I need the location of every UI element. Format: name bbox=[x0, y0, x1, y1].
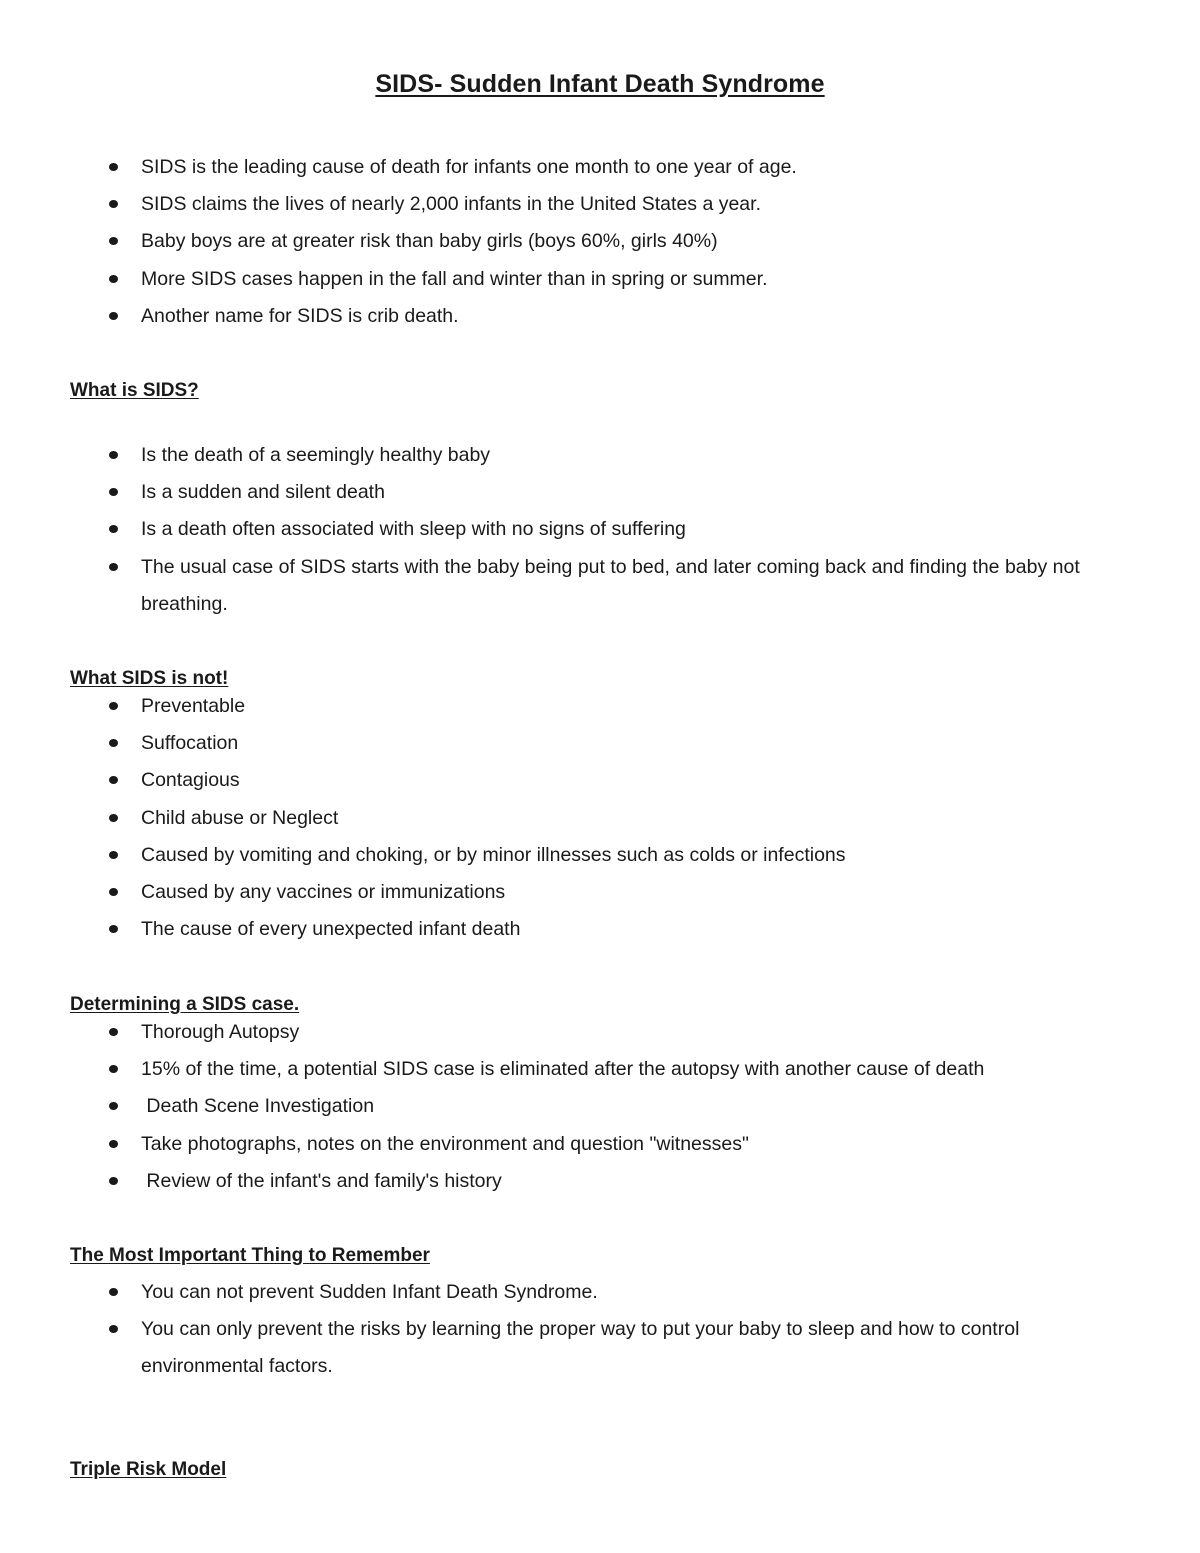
bullet-icon bbox=[109, 814, 118, 822]
list-item: Is the death of a seemingly healthy baby bbox=[0, 437, 1200, 474]
bullet-icon bbox=[109, 739, 118, 747]
list-item: Is a sudden and silent death bbox=[0, 474, 1200, 511]
list-item: You can not prevent Sudden Infant Death Syndrome. bbox=[0, 1274, 1200, 1311]
list-item: Take photographs, notes on the environment and question "witnesses" bbox=[0, 1126, 1200, 1163]
list-item: More SIDS cases happen in the fall and winter than in spring or summer. bbox=[0, 261, 1200, 298]
bullet-icon bbox=[109, 488, 118, 496]
bullet-icon bbox=[109, 1140, 118, 1148]
list-item: Suffocation bbox=[0, 725, 1200, 762]
bullet-icon bbox=[109, 702, 118, 710]
section-heading-what-is-not: What SIDS is not! bbox=[70, 668, 229, 689]
most-important-list bbox=[0, 1274, 1200, 1386]
bullet-icon bbox=[109, 888, 118, 896]
page-title: SIDS- Sudden Infant Death Syndrome bbox=[375, 70, 825, 98]
list-item: Baby boys are at greater risk than baby girls (boys 60%, girls 40%) bbox=[0, 223, 1200, 260]
list-item: Child abuse or Neglect bbox=[0, 800, 1200, 837]
section-heading-triple-risk: Triple Risk Model bbox=[70, 1459, 227, 1480]
section-heading-determining: Determining a SIDS case. bbox=[70, 994, 300, 1015]
list-item: Preventable bbox=[0, 688, 1200, 725]
bullet-icon bbox=[109, 451, 118, 459]
list-item: You can only prevent the risks by learning the proper way to put your baby to sleep and how to control environmental factors. bbox=[0, 1311, 1200, 1385]
list-item: The usual case of SIDS starts with the baby being put to bed, and later coming back and finding the baby not breathing. bbox=[0, 549, 1200, 623]
list-item: Another name for SIDS is crib death. bbox=[0, 298, 1200, 335]
list-item: 15% of the time, a potential SIDS case is eliminated after the autopsy with another cause of death bbox=[0, 1051, 1200, 1088]
bullet-icon bbox=[109, 237, 118, 245]
what-is-not-list bbox=[0, 688, 1200, 948]
list-item: Contagious bbox=[0, 762, 1200, 799]
section-heading-what-is: What is SIDS? bbox=[70, 380, 199, 401]
section-heading-most-important: The Most Important Thing to Remember bbox=[70, 1245, 430, 1266]
list-item: Review of the infant's and family's history bbox=[0, 1163, 1200, 1200]
list-item: Death Scene Investigation bbox=[0, 1088, 1200, 1125]
list-item: SIDS is the leading cause of death for infants one month to one year of age. bbox=[0, 149, 1200, 186]
bullet-icon bbox=[109, 312, 118, 320]
list-item: SIDS claims the lives of nearly 2,000 infants in the United States a year. bbox=[0, 186, 1200, 223]
list-item: Thorough Autopsy bbox=[0, 1014, 1200, 1051]
bullet-icon bbox=[109, 163, 118, 171]
bullet-icon bbox=[109, 1028, 118, 1036]
list-item: The cause of every unexpected infant death bbox=[0, 911, 1200, 948]
bullet-icon bbox=[109, 1065, 118, 1073]
bullet-icon bbox=[109, 1325, 118, 1333]
determining-list bbox=[0, 1014, 1200, 1200]
bullet-icon bbox=[109, 275, 118, 283]
what-is-list bbox=[0, 437, 1200, 623]
bullet-icon bbox=[109, 1177, 118, 1185]
bullet-icon bbox=[109, 1102, 118, 1110]
bullet-icon bbox=[109, 851, 118, 859]
bullet-icon bbox=[109, 1288, 118, 1296]
list-item: Caused by vomiting and choking, or by minor illnesses such as colds or infections bbox=[0, 837, 1200, 874]
bullet-icon bbox=[109, 563, 118, 571]
bullet-icon bbox=[109, 200, 118, 208]
bullet-icon bbox=[109, 925, 118, 933]
bullet-icon bbox=[109, 776, 118, 784]
list-item: Caused by any vaccines or immunizations bbox=[0, 874, 1200, 911]
list-item: Is a death often associated with sleep with no signs of suffering bbox=[0, 511, 1200, 548]
bullet-icon bbox=[109, 525, 118, 533]
intro-list bbox=[0, 149, 1200, 335]
